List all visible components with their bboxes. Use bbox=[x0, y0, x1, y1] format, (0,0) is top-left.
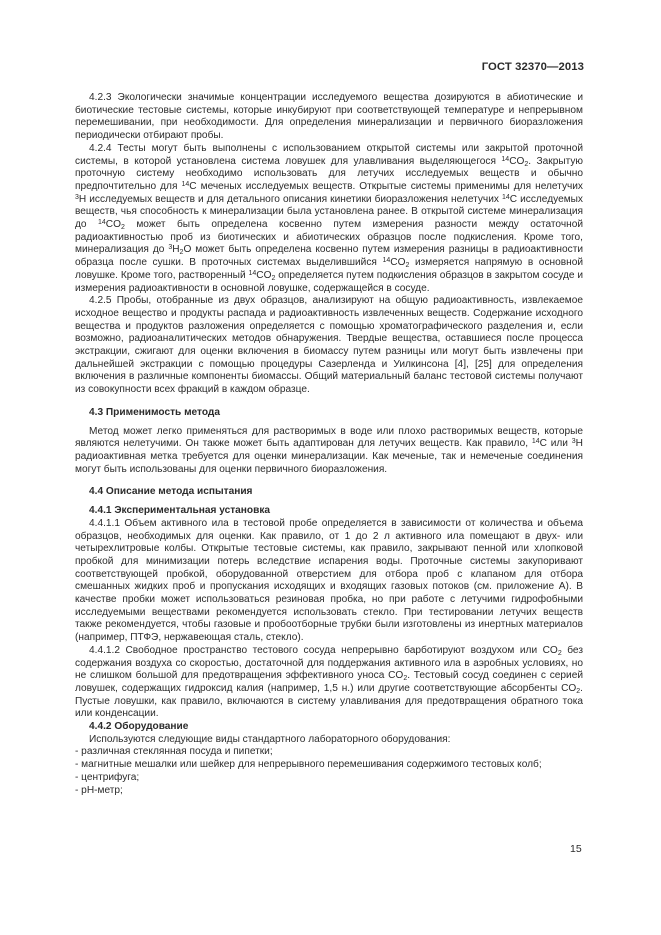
paragraph-4-2-4: 4.2.4 Тесты могут быть выполнены с использованием открытой системы или закрытой проточной системы, в которой установлена система ловушек для улавливания выделяющегося $^{14}CO_2$. Закрытую проточную систему необходимо использовать для летучих исследуемых веществ и обычно предпочтительно для $^{14}$С меченых исследуемых веществ. Открытые системы применимы для нелетучих $^3$Н исследуемых веществ и для детального описания кинетики биоразложения нелетучих $^{14}$С исследуемых веществ, чья способность к минерализации была установлена ранее. В открытой системе минерализация до $^{14}CO_2$ может быть определена косвенно путем измерения разности между остаточной радиоактивностью проб из биотических и абиотических образцов после подкисления. Кроме того, минерализация до $^3H_2О$ может быть определена косвенно путем измерения разницы в радиоактивности образца после сушки. В проточных системах выделившийся $^{14}CO_2$ измеряется напрямую в основной ловушке. Кроме того, растворенный $^{14}CO_2$ определяется путем подкисления образцов в закрытом сосуде и измерения радиоактивности в основной ловушке, содержащейся в сосуде. bbox=[75, 142, 584, 294]
list-item: - рН-метр; bbox=[75, 784, 123, 796]
list-item: - центрифуга; bbox=[75, 771, 140, 783]
subsection-heading-4-4-2: 4.4.2 Оборудование bbox=[89, 721, 189, 733]
paragraph-4-4-2: Используются следующие виды стандартного лабораторного оборудования: bbox=[89, 733, 451, 745]
paragraph-4-2-3: 4.2.3 Экологически значимые концентрации исследуемого вещества дозируются в абиотические и биотические тестовые системы, которые инкубируют при соответствующей температуре и непрерывном перемешивании, при необходимости. Для определения минерализации и первичного биоразложения периодически отбирают пробы. bbox=[75, 92, 583, 142]
list-item: - магнитные мешалки или шейкер для непрерывного перемешивания содержимого тестовых колб; bbox=[75, 759, 542, 771]
page-number: 15 bbox=[570, 843, 582, 855]
section-heading-4-3: 4.3 Применимость метода bbox=[89, 406, 220, 418]
paragraph-4-4-1-2: 4.4.1.2 Свободное пространство тестового сосуда непрерывно барботируют воздухом или $CO_2$ без содержания воздуха со скоростью, достаточной для поддержания активного ила в аэробных условиях, но не слишком большой для предотвращения эффективного уноса $CO_2$. Тестовый сосуд соединен с серией ловушек, содержащих гидроксид калия (например, 1,5 н.) или другие соответствующие абсорбенты $CO_2$. Пустые ловушки, как правило, включаются в систему улавливания для предотвращения обратного тока или конденсации. bbox=[75, 644, 583, 720]
subsection-heading-4-4-1: 4.4.1 Экспериментальная установка bbox=[89, 505, 271, 517]
document-body bbox=[75, 92, 583, 797]
paragraph-4-3: Метод может легко применяться для растворимых в воде или плохо растворимых веществ, которые являются нелетучими. Он также может быть адаптирован для летучих веществ. Как правило, $^{14}$С или $^3$Н радиоактивная метка требуется для оценки минерализации. Как меченые, так и немеченые соединения могут быть использованы для оценки первичного биоразложения. bbox=[75, 425, 583, 475]
standard-header: ГОСТ 32370—2013 bbox=[481, 61, 584, 73]
paragraph-4-4-1-1: 4.4.1.1 Объем активного ила в тестовой пробе определяется в зависимости от количества и объема образцов, необходимых для оценки. Как правило, от 1 до 2 л активного ила помещают в двух- или четырехлитровые колбы. Открытые тестовые системы, как правило, закрывают пенной или хлопковой пробкой для минимизации потерь вследствие испарения воды. Проточные системы закупоривают соответствующей пробкой, оборудованной отверстием для отбора проб с клапаном для отбора смешанных жидких проб и пропускания исходящих и входящих газовых потоков (см. приложение А). В качестве пробки может использоваться резиновая пробка, но при работе с летучими гидрофобными исследуемыми веществами рекомендуется использовать стекло. При тестировании летучих веществ также рекомендуется, чтобы газовые и пробоотборные трубки были изготовлены из инертных материалов (например, ПТФЭ, нержавеющая сталь, стекло). bbox=[75, 517, 583, 644]
list-item: - различная стеклянная посуда и пипетки; bbox=[75, 746, 273, 758]
paragraph-4-2-5: 4.2.5 Пробы, отобранные из двух образцов, анализируют на общую радиоактивность, извлекаемое исходное вещество и продукты распада и радиоактивность извлеченных веществ. Содержание исходного вещества и продуктов разложения определяется с помощью хроматографического разделения и, если возможно, радиоаналитических методов обнаружения. Твердые вещества, оставшиеся после процесса экстракции, сжигают для оценки включения в биомассу путем разницы или могут быть извлечены при дальнейшей экстракции с помощью процедуры Сазерленда и Уилкинсона [4], [25] для определения включения в различные компоненты биомассы. Общий материальный баланс тестовой системы получают из совокупности всех фракций в каждом образце. bbox=[75, 295, 583, 396]
section-heading-4-4: 4.4 Описание метода испытания bbox=[89, 486, 253, 498]
